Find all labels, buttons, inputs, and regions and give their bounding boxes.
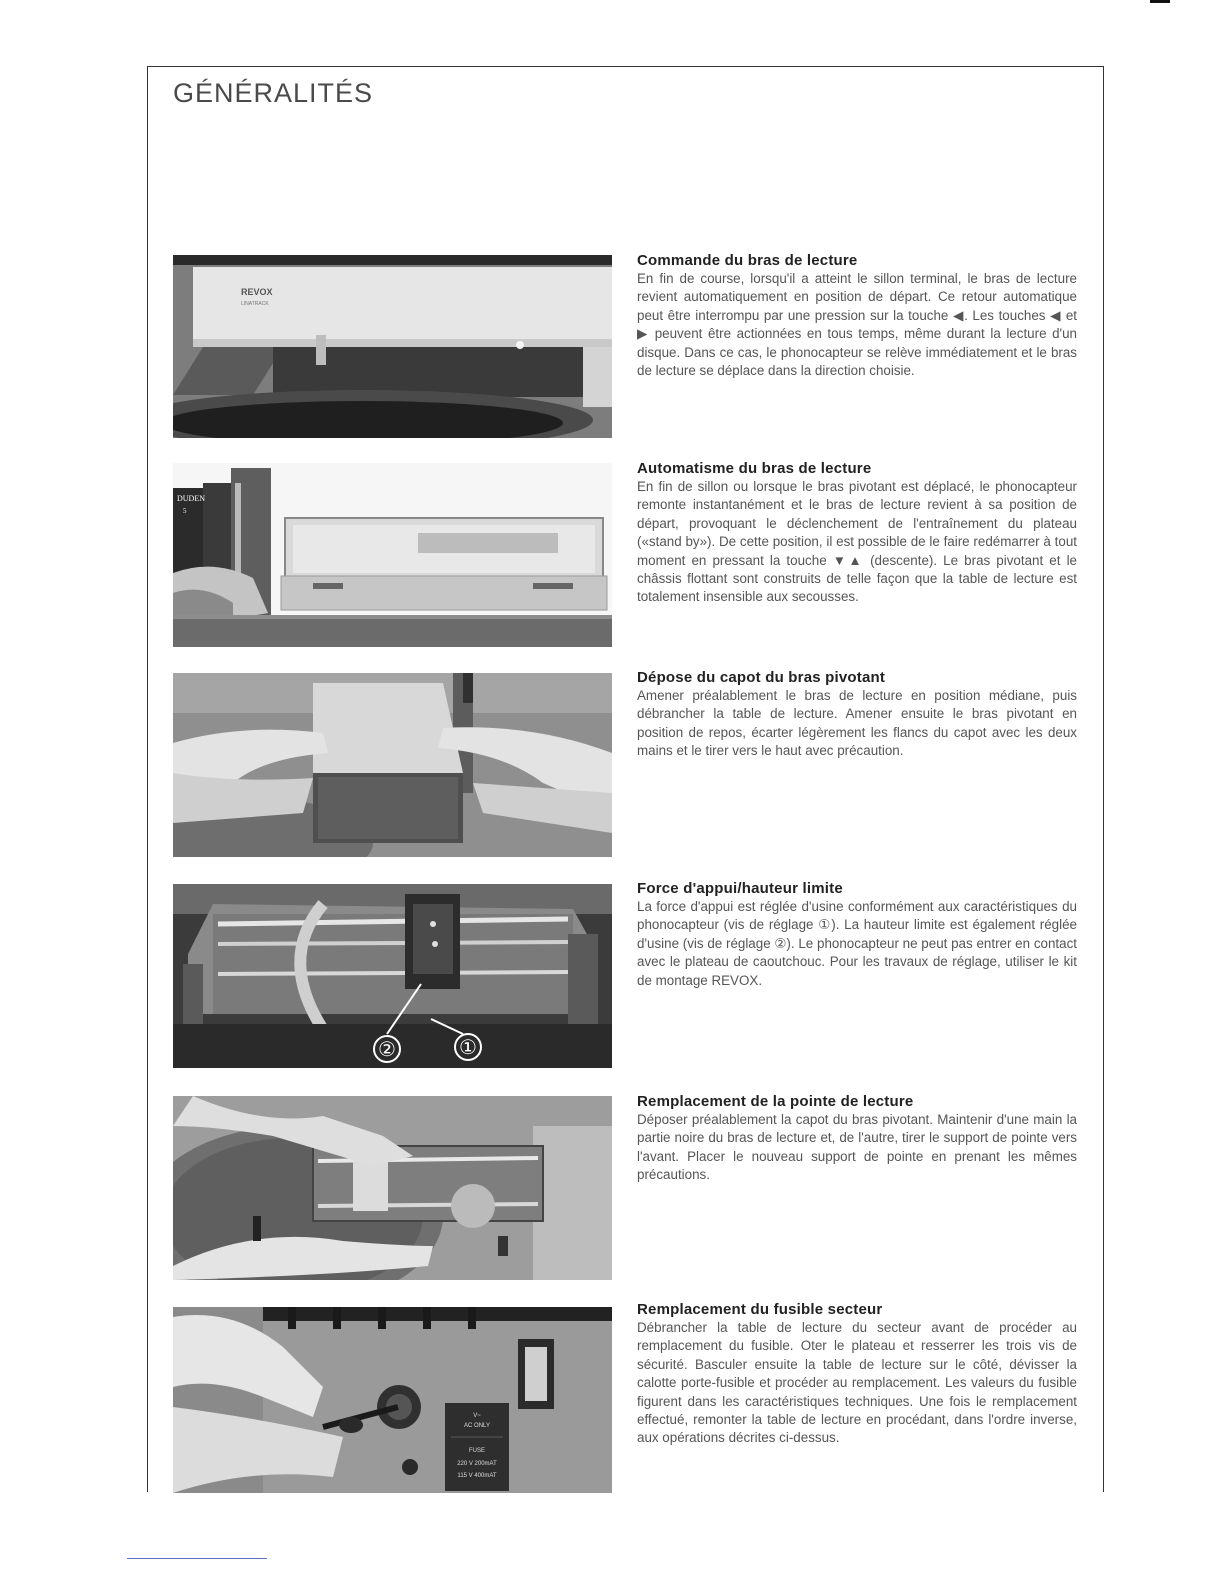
- page-title: GÉNÉRALITÉS: [173, 78, 374, 108]
- frame-left-border: [147, 66, 148, 1492]
- callout-2: ②: [378, 1039, 396, 1061]
- frame-right-border: [1103, 66, 1104, 1492]
- callout-1: ①: [459, 1037, 477, 1059]
- section-heading: Force d'appui/hauteur limite: [637, 880, 843, 897]
- linatrack-model-text: LINATRACK: [241, 301, 269, 307]
- section-remove-cover: [637, 669, 1077, 761]
- section-heading: Dépose du capot du bras pivotant: [637, 669, 886, 686]
- section-automatic-tonearm: [637, 460, 1077, 607]
- duden-book-number: 5: [183, 507, 187, 515]
- section-heading: Remplacement du fusible secteur: [637, 1301, 883, 1318]
- photo-fuse-replacement: [173, 1307, 612, 1493]
- revox-logo-text: REVOX: [241, 287, 273, 297]
- ac-only-text: AC ONLY: [464, 1423, 490, 1429]
- section-body: Débrancher la table de lecture du secteur avant de procéder au remplacement du fusible. Oter le plateau et resserrer les trois vis de sécurité. Basculer ensuite la table de lecture sur le côté, dévisser la calotte porte-fusible et procéder au remplacement. Les valeurs du fusible figurent dans les caractéristiques techniques. Une fois le remplacement effectué, remonter la table de lecture en procédant, dans l'ordre inverse, aux opérations décrites ci-dessus.: [637, 1320, 1077, 1446]
- section-heading: Remplacement de la pointe de lecture: [637, 1093, 914, 1110]
- frame-top-border: [147, 66, 1104, 67]
- photo-tracking-force: [173, 884, 612, 1068]
- section-body: La force d'appui est réglée d'usine conformément aux caractéristiques du phonocapteur (vis de réglage ①). La hauteur limite est également réglée d'usine (vis de réglage ②). Le phonocapteur ne peut pas entrer en contact avec le plateau de caoutchouc. Pour les travaux de réglage, utiliser le kit de montage REVOX.: [637, 899, 1077, 988]
- section-fuse-replacement: [637, 1301, 1077, 1448]
- duden-book-label: DUDEN: [177, 494, 205, 503]
- section-body: En fin de course, lorsqu'il a atteint le sillon terminal, le bras de lecture revient automatiquement en position de départ. Ce retour automatique peut être interrompu par une pression sur la touche ◀. Les touches ◀ et ▶ peuvent être actionnées en tous temps, même durant la lecture d'un disque. Dans ce cas, le phonocapteur se relève immédiatement et le bras de lecture se déplace dans la direction choisie.: [637, 271, 1077, 379]
- section-body: En fin de sillon ou lorsque le bras pivotant est déplacé, le phonocapteur remonte instantanément et le bras de lecture revient à sa position de départ, provoquant le déclenchement de l'entraînement du plateau («stand by»). De cette position, il est possible de le faire redémarrer à tout moment en pressant la touche ▼▲ (descente). Le bras pivotant et le châssis flottant sont construits de telle façon que la table de lecture est totalement insensible aux secousses.: [637, 479, 1077, 605]
- fuse-220v-text: 220 V 200mAT: [457, 1461, 497, 1467]
- section-body: Déposer préalablement la capot du bras pivotant. Maintenir d'une main la partie noire du bras de lecture et, de l'autre, tirer le support de pointe vers l'avant. Placer le nouveau support de pointe en prenant les mêmes précautions.: [637, 1112, 1077, 1183]
- section-heading: Commande du bras de lecture: [637, 252, 858, 269]
- fuse-label-text: FUSE: [468, 1448, 486, 1454]
- fuse-115v-text: 115 V 400mAT: [457, 1473, 497, 1479]
- section-tracking-force: [637, 880, 1077, 990]
- section-stylus-replacement: [637, 1093, 1077, 1185]
- section-heading: Automatisme du bras de lecture: [637, 460, 872, 477]
- photo-tonearm-control: [173, 255, 612, 438]
- corner-mark: [1150, 0, 1170, 3]
- photo-automatic-tonearm: [173, 463, 612, 647]
- photo-stylus-replacement: [173, 1096, 612, 1280]
- section-body: Amener préalablement le bras de lecture en position médiane, puis débrancher la table de lecture. Amener ensuite le bras pivotant en position de repos, écarter légèrement les flancs du capot avec les deux mains et le tirer vers le haut avec précaution.: [637, 688, 1077, 759]
- ac-symbol-text: V~: [473, 1413, 481, 1419]
- photo-remove-cover: [173, 673, 612, 857]
- footer-link-underline: [127, 1558, 267, 1559]
- section-tonearm-control: [637, 252, 1077, 380]
